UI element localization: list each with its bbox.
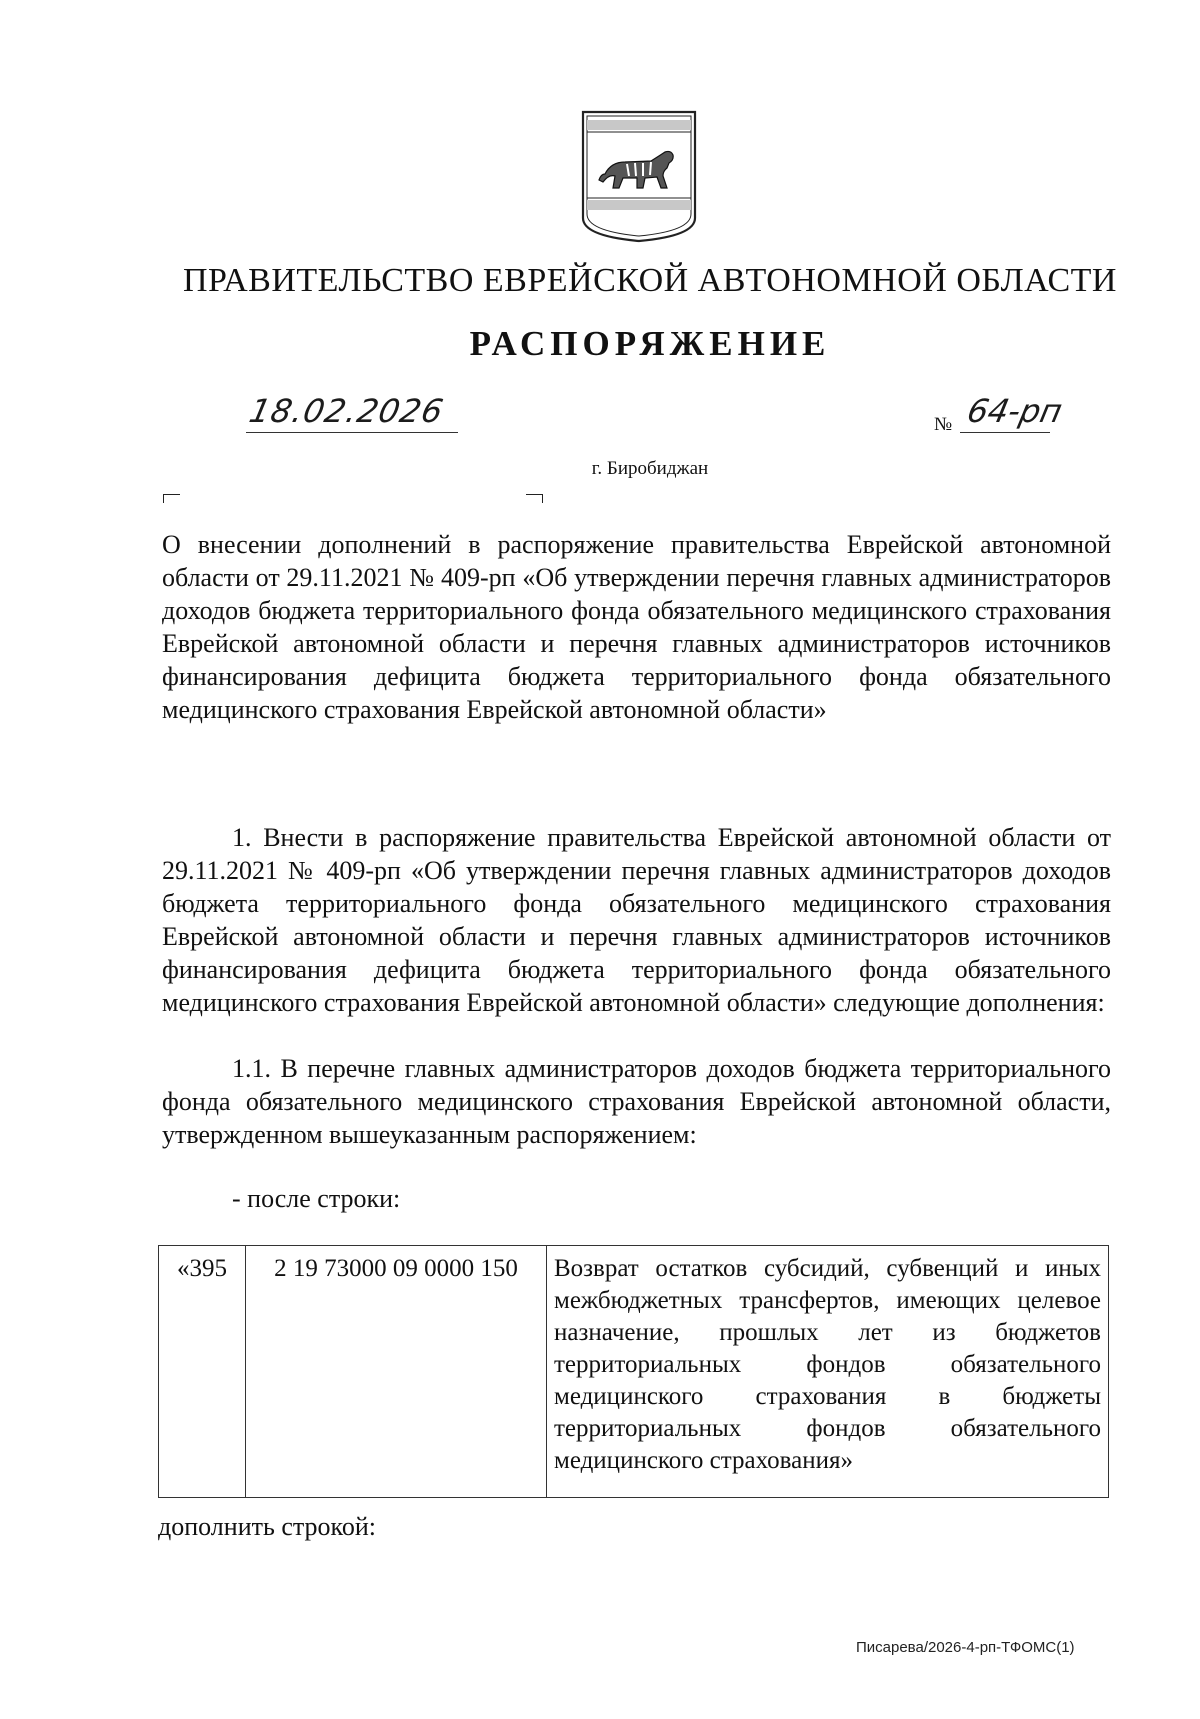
paragraph-1: 1. Внести в распоряжение правительства Еврейской автономной области от 29.11.2021 № 409-рп «Об утверждении перечня главных администраторов доходов бюджета территориального фонда обязательного медицинского страхования Еврейской автономной области и перечня главных администраторов источников финансирования дефицита бюджета территориального фонда обязательного медицинского страхования Еврейской автономной области» следующие дополнения: (162, 823, 1111, 1017)
number-underline (960, 432, 1050, 433)
city-label: г. Биробиджан (591, 458, 709, 479)
admin-code-cell: «395 (159, 1246, 246, 1498)
handwritten-date: 18.02.2026 (245, 392, 448, 430)
document-type-title: РАСПОРЯЖЕНИЕ (469, 324, 831, 363)
after-row-label: - после строки: (232, 1184, 401, 1213)
government-title: ПРАВИТЕЛЬСТВО ЕВРЕЙСКОЙ АВТОНОМНОЙ ОБЛАСТИ (182, 262, 1117, 299)
paragraph-1-1: 1.1. В перечне главных администраторов доходов бюджета территориального фонда обязательного медицинского страхования Еврейской автономной области, утвержденном вышеуказанным распоряжением: (162, 1054, 1111, 1149)
corner-mark-left (163, 494, 180, 503)
footer-file-reference: Писарева/2026-4-рп-ТФОМС(1) (856, 1639, 1075, 1656)
subject-paragraph: О внесении дополнений в распоряжение правительства Еврейской автономной области от 29.11.2021 № 409-рп «Об утверждении перечня главных администраторов доходов бюджета территориального фонда обязательного медицинского страхования Еврейской автономной области и перечня главных администраторов источников финансирования дефицита бюджета территориального фонда обязательного медицинского страхования Еврейской автономной области» (162, 530, 1111, 724)
handwritten-document-number: 64-рп (963, 392, 1066, 430)
date-underline (246, 432, 458, 433)
corner-mark-right (526, 494, 543, 503)
coat-of-arms-emblem (579, 108, 699, 244)
supplement-label: дополнить строкой: (158, 1512, 376, 1541)
budget-row-table (158, 1245, 1109, 1498)
revenue-name-cell: Возврат остатков субсидий, субвенций и иных межбюджетных трансфертов, имеющих целевое назначение, прошлых лет из бюджетов территориальных фондов обязательного медицинского страхования в бюджеты территориальных фондов обязательного медицинского страхования» (547, 1246, 1109, 1498)
table-row (159, 1246, 1109, 1498)
kbk-code-cell: 2 19 73000 09 0000 150 (246, 1246, 547, 1498)
number-sign: № (934, 414, 953, 435)
